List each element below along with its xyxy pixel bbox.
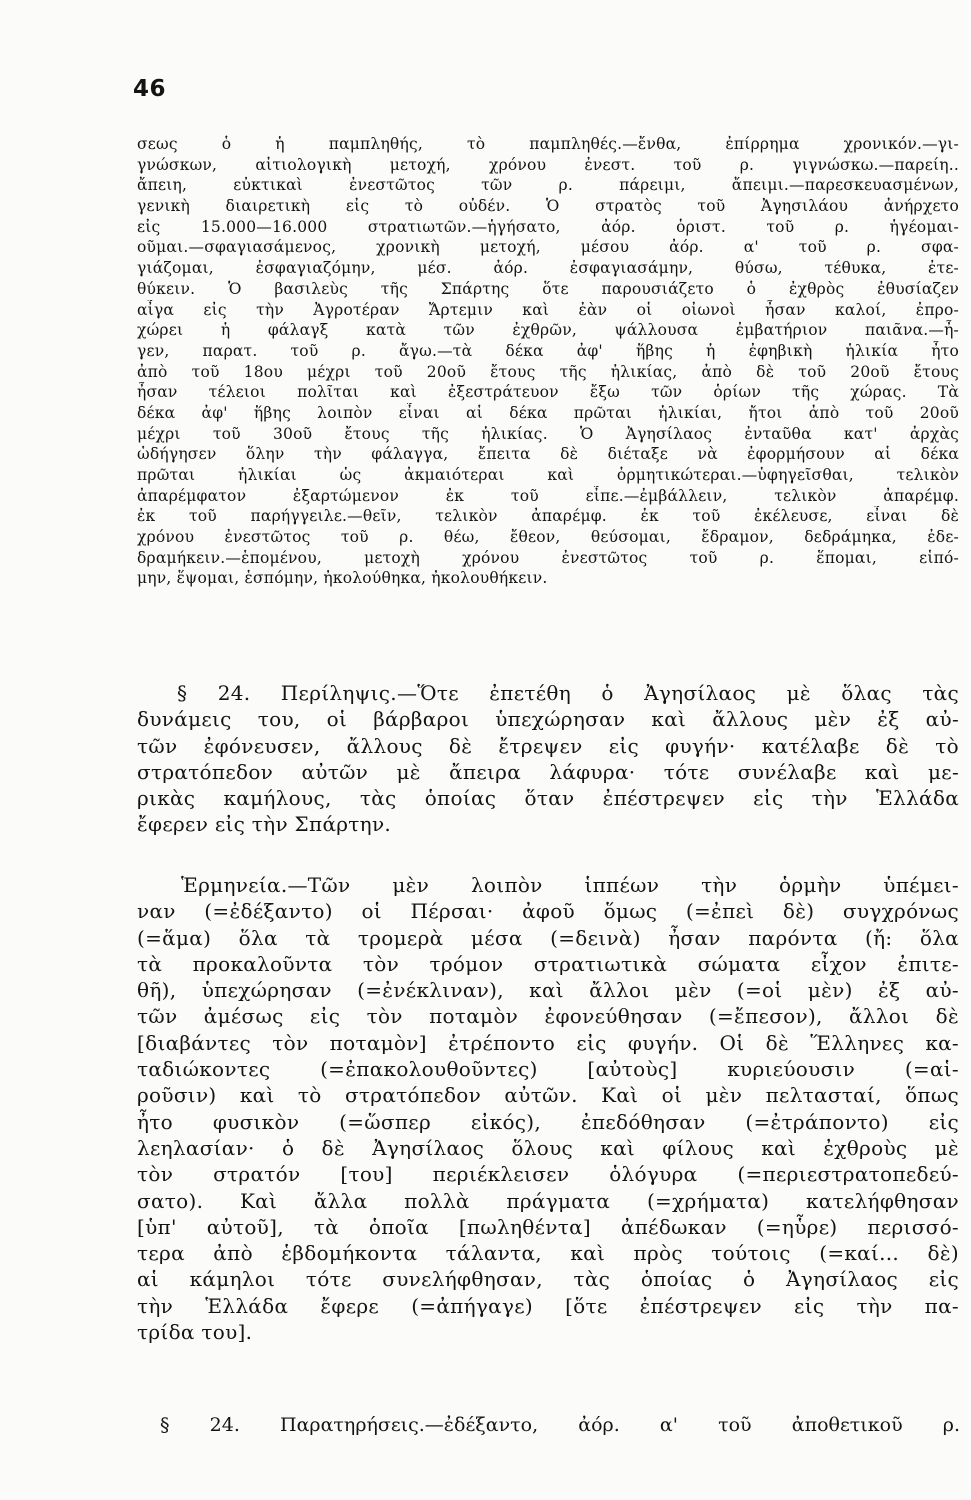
hermeneia-line: θῆ), ὑπεχώρησαν (=ἐνέκλιναν), καὶ ἄλλοι μὲν (=οἱ μὲν) ἐξ αὐ- [137, 978, 959, 1003]
hermeneia-line: τὰ προκαλοῦντα τὸν τρόμον στρατιωτικὰ σώματα εἶχον ἐπιτε- [137, 951, 959, 976]
notes-line: εἰς 15.000—16.000 στρατιωτῶν.—ἡγήσατο, ἀόρ. ὁριστ. τοῦ ρ. ἡγέομαι- [137, 217, 959, 236]
grammar-notes [137, 134, 959, 589]
summary-line: ρικὰς καμήλους, τὰς ὁποίας ὅταν ἐπέστρεψεν εἰς τὴν Ἑλλάδα [137, 786, 959, 811]
hermeneia-line: τῶν ἀμέσως εἰς τὸν ποταμὸν ἐφονεύθησαν (=ἔπεσον), ἄλλοι δὲ [137, 1004, 959, 1029]
notes-line: πρῶται ἡλικίαι ὡς ἀκμαιότεραι καὶ ὁρμητικώτεραι.—ὑφηγεῖσθαι, τελικὸν [137, 466, 959, 484]
notes-line: γεν, παρατ. τοῦ ρ. ἄγω.—τὰ δέκα ἀφ' ἥβης ἡ ἐφηβικὴ ἡλικία ἦτο [137, 341, 959, 360]
hermeneia-line: [διαβάντες τὸν ποταμὸν] ἐτρέποντο εἰς φυγήν. Οἱ δὲ Ἕλληνες κα- [137, 1030, 959, 1055]
section-24-observations: § 24. Παρατηρήσεις.—ἐδέξαντο, ἀόρ. α' τοῦ ἀποθετικοῦ ρ. [160, 1414, 960, 1436]
summary-line: ἔφερεν εἰς τὴν Σπάρτην. [137, 812, 392, 837]
hermeneia-line: σατο). Καὶ ἄλλα πολλὰ πράγματα (=χρήματα) κατελήφθησαν [137, 1188, 959, 1213]
notes-line: γιάζομαι, ἐσφαγιαζόμην, μέσ. ἀόρ. ἐσφαγιασάμην, θύσω, τέθυκα, ἐτε- [137, 259, 959, 278]
notes-line: ὡδήγησεν ὅλην τὴν φάλαγγα, ἔπειτα δὲ διέταξε νὰ ἐφορμήσουν αἱ δέκα [137, 445, 959, 464]
summary-line: § 24. Περίληψις.—Ὅτε ἐπετέθη ὁ Ἀγησίλαος μὲ ὅλας τὰς [177, 681, 959, 705]
notes-line: αἶγα εἰς τὴν Ἀγροτέραν Ἄρτεμιν καὶ ἐὰν οἱ οἰωνοὶ ἦσαν καλοί, ἐπρο- [137, 300, 959, 319]
hermeneia-paragraph [137, 872, 959, 1345]
hermeneia-line: αἱ κάμηλοι τότε συνελήφθησαν, τὰς ὁποίας ὁ Ἀγησίλαος εἰς [137, 1267, 959, 1292]
hermeneia-line: ναν (=ἐδέξαντο) οἱ Πέρσαι· ἀφοῦ ὅμως (=ἐπεὶ δὲ) συγχρόνως [137, 899, 959, 924]
notes-line: θύκειν. Ὁ βασιλεὺς τῆς Σπάρτης ὅτε παρουσιάζετο ὁ ἐχθρὸς ἐθυσίαζεν [137, 279, 959, 298]
notes-line: σεως ὁ ἡ παμπληθής, τὸ παμπληθές.—ἔνθα, ἐπίρρημα χρονικόν.—γι- [137, 135, 959, 153]
notes-line: δραμήκειν.—ἑπομένου, μετοχὴ χρόνου ἐνεστῶτος τοῦ ρ. ἕπομαι, εἱπό- [137, 548, 959, 567]
hermeneia-line: τερα ἀπὸ ἑβδομήκοντα τάλαντα, καὶ πρὸς τούτοις (=καί... δὲ) [137, 1241, 959, 1266]
notes-line: ἀπαρέμφατον ἐξαρτώμενον ἐκ τοῦ εἶπε.—ἐμβάλλειν, τελικὸν ἀπαρέμφ. [137, 486, 959, 505]
hermeneia-line: τρίδα του]. [137, 1320, 253, 1345]
notes-line: χρόνου ἐνεστῶτος τοῦ ρ. θέω, ἔθεον, θεύσομαι, ἔδραμον, δεδράμηκα, ἐδε- [137, 528, 959, 547]
notes-line: ἀπὸ τοῦ 18ου μέχρι τοῦ 20οῦ ἔτους τῆς ἡλικίας, ἀπὸ δὲ τοῦ 20οῦ ἔτους [137, 362, 959, 381]
notes-line: ἦσαν τέλειοι πολῖται καὶ ἐξεστράτευον ἔξω τῶν ὁρίων τῆς χώρας. Τὰ [137, 383, 959, 402]
hermeneia-line: ταδιώκοντες (=ἐπακολουθοῦντες) [αὐτοὺς] κυριεύουσιν (=αἱ- [137, 1057, 959, 1082]
hermeneia-line: ροῦσιν) καὶ τὸ στρατόπεδον αὐτῶν. Καὶ οἱ μὲν πελτασταί, ὅπως [137, 1083, 959, 1108]
summary-line: τῶν ἐφόνευσεν, ἄλλους δὲ ἔτρεψεν εἰς φυγήν· κατέλαβε δὲ τὸ [137, 733, 959, 758]
notes-line: γνώσκων, αἰτιολογικὴ μετοχή, χρόνου ἐνεστ. τοῦ ρ. γιγνώσκω.—παρείη.. [137, 155, 959, 174]
hermeneia-line: λεηλασίαν· ὁ δὲ Ἀγησίλαος ὅλους καὶ φίλους καὶ ἐχθροὺς μὲ [137, 1135, 959, 1160]
notes-line: χώρει ἡ φάλαγξ κατὰ τῶν ἐχθρῶν, ψάλλουσα ἐμβατήριον παιᾶνα.—ἦ- [137, 321, 959, 340]
summary-line: στρατόπεδον αὐτῶν μὲ ἄπειρα λάφυρα· τότε συνέλαβε καὶ με- [137, 759, 959, 784]
notes-line: ἐκ τοῦ παρήγγειλε.—θεῖν, τελικὸν ἀπαρέμφ. ἐκ τοῦ ἐκέλευσε, εἶναι δὲ [137, 507, 959, 526]
hermeneia-line: τὸν στρατόν [του] περιέκλεισεν ὁλόγυρα (=περιεστρατοπεδεύ- [137, 1162, 959, 1187]
hermeneia-line: (=ἅμα) ὅλα τὰ τρομερὰ μέσα (=δεινὰ) ἦσαν παρόντα (ἤ: ὅλα [137, 925, 959, 950]
notes-line: οῦμαι.—σφαγιασάμενος, χρονικὴ μετοχή, μέσου ἀόρ. α' τοῦ ρ. σφα- [137, 238, 959, 257]
section-24-summary [137, 680, 959, 838]
hermeneia-line: ἦτο φυσικὸν (=ὥσπερ εἰκός), ἐπεδόθησαν (=ἐτράποντο) εἰς [137, 1109, 959, 1134]
hermeneia-line: Ἑρμηνεία.—Τῶν μὲν λοιπὸν ἱππέων τὴν ὁρμὴν ὑπέμει- [181, 873, 959, 897]
notes-line: δέκα ἀφ' ἥβης λοιπὸν εἶναι αἱ δέκα πρῶται ἡλικίαι, ἤτοι ἀπὸ τοῦ 20οῦ [137, 403, 959, 422]
summary-line: δυνάμεις του, οἱ βάρβαροι ὑπεχώρησαν καὶ ἄλλους μὲν ἐξ αὐ- [137, 707, 959, 732]
notes-line: μην, ἕψομαι, ἑσπόμην, ἠκολούθηκα, ἠκολουθήκειν. [137, 569, 548, 588]
notes-line: ἄπειη, εὐκτικαὶ ἐνεστῶτος τῶν ρ. πάρειμι, ἄπειμι.—παρεσκευασμένων, [137, 176, 959, 195]
notes-line: μέχρι τοῦ 30οῦ ἔτους τῆς ἡλικίας. Ὁ Ἀγησίλαος ἐνταῦθα κατ' ἀρχὰς [137, 424, 959, 443]
hermeneia-line: [ὑπ' αὐτοῦ], τὰ ὁποῖα [πωληθέντα] ἀπέδωκαν (=ηὗρε) περισσό- [137, 1214, 959, 1239]
notes-line: γενικὴ διαιρετικὴ εἰς τὸ οὐδέν. Ὁ στρατὸς τοῦ Ἀγησιλάου ἀνήρχετο [137, 197, 959, 216]
page-number: 46 [133, 76, 167, 102]
hermeneia-line: τὴν Ἑλλάδα ἔφερε (=ἀπήγαγε) [ὅτε ἐπέστρεψεν εἰς τὴν πα- [137, 1293, 959, 1318]
